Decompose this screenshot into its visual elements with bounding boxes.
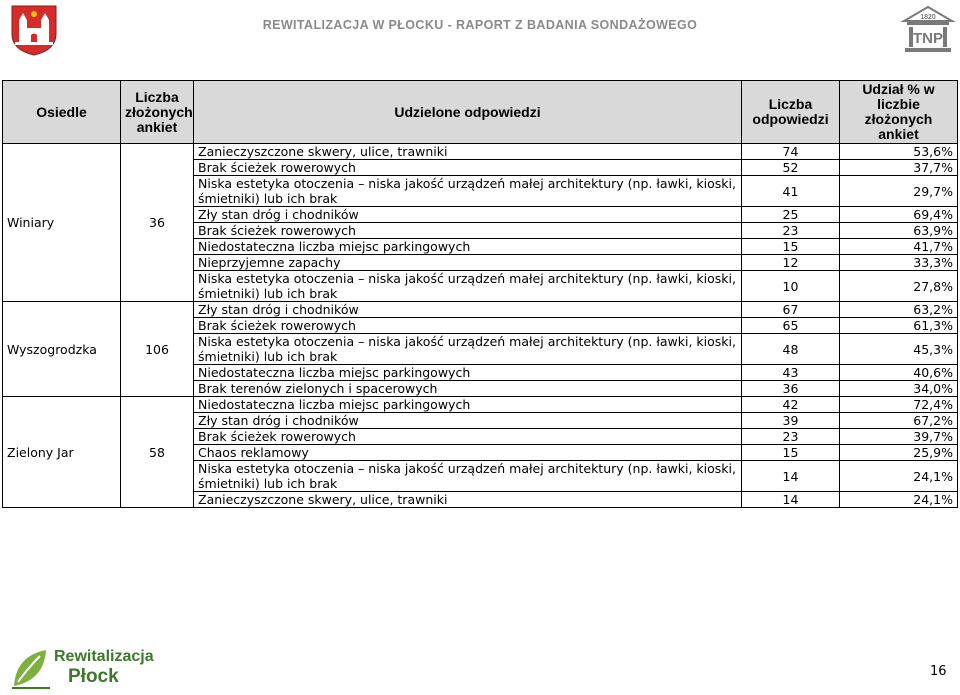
table-header-row (3, 81, 958, 144)
answer-cell: Chaos reklamowy (194, 445, 742, 461)
count-cell: 14 (742, 492, 840, 508)
count-cell: 41 (742, 176, 840, 207)
answer-cell: Niska estetyka otoczenia – niska jakość urządzeń małej architektury (np. ławki, kioski, śmietniki) lub ich brak (194, 176, 742, 207)
survey-results-table (2, 80, 958, 508)
table-row (3, 302, 958, 318)
plock-coat-of-arms-icon (10, 4, 58, 56)
count-cell: 67 (742, 302, 840, 318)
percent-cell: 24,1% (840, 461, 958, 492)
percent-cell: 27,8% (840, 271, 958, 302)
header-osiedle: Osiedle (3, 81, 121, 144)
answer-cell: Niedostateczna liczba miejsc parkingowych (194, 397, 742, 413)
answer-cell: Niska estetyka otoczenia – niska jakość urządzeń małej architektury (np. ławki, kioski, śmietniki) lub ich brak (194, 271, 742, 302)
header-liczba-odpowiedzi: Liczba odpowiedzi (742, 81, 840, 144)
answer-cell: Niedostateczna liczba miejsc parkingowych (194, 239, 742, 255)
answer-cell: Zanieczyszczone skwery, ulice, trawniki (194, 492, 742, 508)
table-row (3, 144, 958, 160)
header-udzial-procent: Udział % w liczbie złożonych ankiet (840, 81, 958, 144)
footer-logo-line1: Rewitalizacja (54, 648, 154, 665)
count-cell: 48 (742, 334, 840, 365)
tnp-text: TNP (913, 30, 943, 47)
answer-cell: Niedostateczna liczba miejsc parkingowych (194, 365, 742, 381)
tnp-society-emblem-icon (900, 3, 956, 55)
report-header-title: REWITALIZACJA W PŁOCKU - RAPORT Z BADANIA SONDAŻOWEGO (262, 18, 698, 32)
answer-cell: Niska estetyka otoczenia – niska jakość urządzeń małej architektury (np. ławki, kioski, śmietniki) lub ich brak (194, 461, 742, 492)
percent-cell: 53,6% (840, 144, 958, 160)
count-cell: 25 (742, 207, 840, 223)
percent-cell: 39,7% (840, 429, 958, 445)
tnp-year-text: 1820 (920, 14, 936, 21)
osiedle-cell: Wyszogrodzka (3, 302, 121, 397)
count-cell: 42 (742, 397, 840, 413)
percent-cell: 41,7% (840, 239, 958, 255)
answer-cell: Zanieczyszczone skwery, ulice, trawniki (194, 144, 742, 160)
percent-cell: 69,4% (840, 207, 958, 223)
header-udzielone-odpowiedzi: Udzielone odpowiedzi (194, 81, 742, 144)
percent-cell: 25,9% (840, 445, 958, 461)
answer-cell: Brak terenów zielonych i spacerowych (194, 381, 742, 397)
count-cell: 10 (742, 271, 840, 302)
percent-cell: 34,0% (840, 381, 958, 397)
count-cell: 12 (742, 255, 840, 271)
percent-cell: 40,6% (840, 365, 958, 381)
liczba-ankiet-cell: 58 (121, 397, 194, 508)
rewitalizacja-plock-logo (10, 644, 154, 692)
percent-cell: 29,7% (840, 176, 958, 207)
answer-cell: Brak ścieżek rowerowych (194, 318, 742, 334)
count-cell: 23 (742, 429, 840, 445)
percent-cell: 24,1% (840, 492, 958, 508)
percent-cell: 63,2% (840, 302, 958, 318)
osiedle-cell: Zielony Jar (3, 397, 121, 508)
liczba-ankiet-cell: 36 (121, 144, 194, 302)
footer-logo-line2: Płock (68, 666, 119, 687)
answer-cell: Nieprzyjemne zapachy (194, 255, 742, 271)
count-cell: 52 (742, 160, 840, 176)
answer-cell: Zły stan dróg i chodników (194, 207, 742, 223)
count-cell: 23 (742, 223, 840, 239)
count-cell: 15 (742, 445, 840, 461)
count-cell: 14 (742, 461, 840, 492)
count-cell: 39 (742, 413, 840, 429)
header-liczba-ankiet: Liczba złożonych ankiet (121, 81, 194, 144)
count-cell: 74 (742, 144, 840, 160)
answer-cell: Brak ścieżek rowerowych (194, 160, 742, 176)
table-row (3, 397, 958, 413)
answer-cell: Niska estetyka otoczenia – niska jakość urządzeń małej architektury (np. ławki, kioski, śmietniki) lub ich brak (194, 334, 742, 365)
percent-cell: 72,4% (840, 397, 958, 413)
answer-cell: Brak ścieżek rowerowych (194, 429, 742, 445)
percent-cell: 63,9% (840, 223, 958, 239)
answer-cell: Brak ścieżek rowerowych (194, 223, 742, 239)
percent-cell: 37,7% (840, 160, 958, 176)
count-cell: 36 (742, 381, 840, 397)
percent-cell: 67,2% (840, 413, 958, 429)
rewitalizacja-leaf-icon (10, 646, 52, 690)
liczba-ankiet-cell: 106 (121, 302, 194, 397)
answer-cell: Zły stan dróg i chodników (194, 302, 742, 318)
page-number: 16 (930, 664, 947, 679)
answer-cell: Zły stan dróg i chodników (194, 413, 742, 429)
percent-cell: 61,3% (840, 318, 958, 334)
percent-cell: 33,3% (840, 255, 958, 271)
count-cell: 43 (742, 365, 840, 381)
osiedle-cell: Winiary (3, 144, 121, 302)
count-cell: 15 (742, 239, 840, 255)
count-cell: 65 (742, 318, 840, 334)
percent-cell: 45,3% (840, 334, 958, 365)
